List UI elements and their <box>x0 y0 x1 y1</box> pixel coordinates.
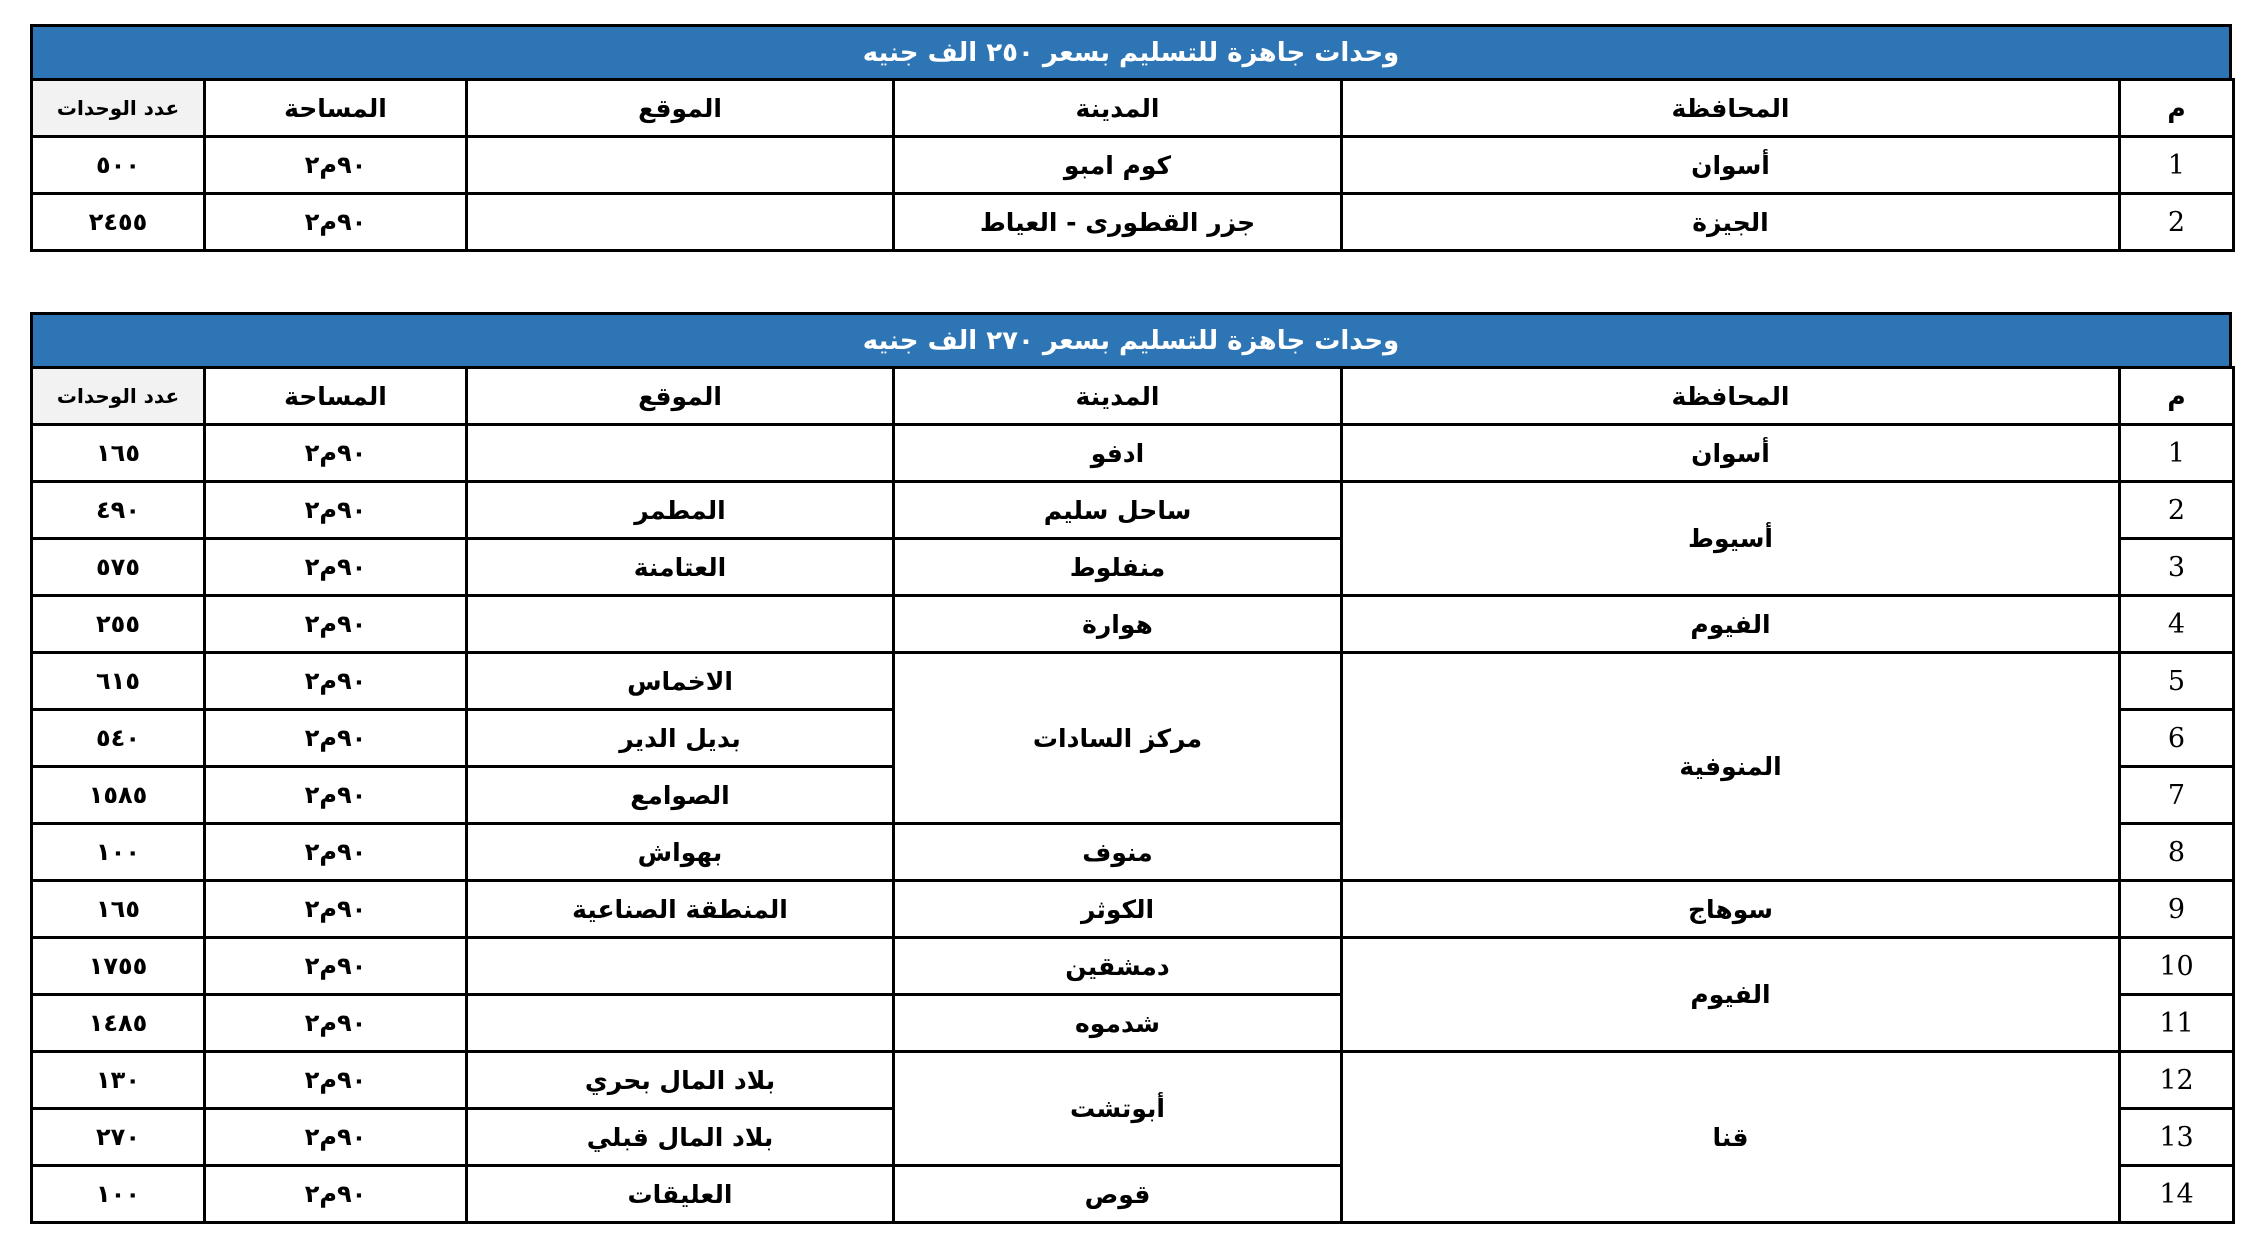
location-cell <box>467 596 894 653</box>
header-governorate: المحافظة <box>1342 80 2120 137</box>
area-cell: ٩٠م٢ <box>205 194 467 251</box>
units-cell: ٥٤٠ <box>32 710 205 767</box>
row-num: 10 <box>2120 938 2234 995</box>
city-cell: قوص <box>894 1166 1342 1223</box>
city-cell: مركز السادات <box>894 653 1342 824</box>
area-cell: ٩٠م٢ <box>205 767 467 824</box>
table-title: وحدات جاهزة للتسليم بسعر ٢٥٠ الف جنيه <box>30 24 2232 78</box>
table-row <box>32 137 2234 194</box>
header-location: الموقع <box>467 368 894 425</box>
units-cell: ١٥٨٥ <box>32 767 205 824</box>
location-cell: بديل الدير <box>467 710 894 767</box>
row-num: 12 <box>2120 1052 2234 1109</box>
location-cell <box>467 938 894 995</box>
header-location: الموقع <box>467 80 894 137</box>
area-cell: ٩٠م٢ <box>205 596 467 653</box>
area-cell: ٩٠م٢ <box>205 482 467 539</box>
location-cell: بلاد المال قبلي <box>467 1109 894 1166</box>
header-city: المدينة <box>894 368 1342 425</box>
units-cell: ٢٧٠ <box>32 1109 205 1166</box>
governorate-cell: أسوان <box>1342 425 2120 482</box>
units-cell: ١٤٨٥ <box>32 995 205 1052</box>
table-row <box>32 1052 2234 1109</box>
row-num: 9 <box>2120 881 2234 938</box>
units-cell: ٤٩٠ <box>32 482 205 539</box>
area-cell: ٩٠م٢ <box>205 1166 467 1223</box>
header-area: المساحة <box>205 80 467 137</box>
row-num: 11 <box>2120 995 2234 1052</box>
area-cell: ٩٠م٢ <box>205 995 467 1052</box>
location-cell: المنطقة الصناعية <box>467 881 894 938</box>
area-cell: ٩٠م٢ <box>205 881 467 938</box>
city-cell: هوارة <box>894 596 1342 653</box>
units-cell: ٦١٥ <box>32 653 205 710</box>
governorate-cell: سوهاج <box>1342 881 2120 938</box>
units-cell: ٢٤٥٥ <box>32 194 205 251</box>
location-cell: بلاد المال بحري <box>467 1052 894 1109</box>
location-cell: العليقات <box>467 1166 894 1223</box>
table-row <box>32 938 2234 995</box>
table-row <box>32 425 2234 482</box>
location-cell: العتامنة <box>467 539 894 596</box>
row-num: 5 <box>2120 653 2234 710</box>
city-cell: جزر القطورى - العياط <box>894 194 1342 251</box>
table-row <box>32 881 2234 938</box>
area-cell: ٩٠م٢ <box>205 710 467 767</box>
units-cell: ١٠٠ <box>32 824 205 881</box>
header-units: عدد الوحدات <box>32 80 205 137</box>
area-cell: ٩٠م٢ <box>205 938 467 995</box>
governorate-cell: الجيزة <box>1342 194 2120 251</box>
city-cell: دمشقين <box>894 938 1342 995</box>
governorate-cell: أسوان <box>1342 137 2120 194</box>
units-cell: ٢٥٥ <box>32 596 205 653</box>
header-area: المساحة <box>205 368 467 425</box>
city-cell: ادفو <box>894 425 1342 482</box>
units-table <box>30 366 2235 1224</box>
city-cell: الكوثر <box>894 881 1342 938</box>
units-cell: ١٣٠ <box>32 1052 205 1109</box>
price-250k-table <box>30 24 2232 252</box>
row-num: 3 <box>2120 539 2234 596</box>
city-cell: منفلوط <box>894 539 1342 596</box>
table-title: وحدات جاهزة للتسليم بسعر ٢٧٠ الف جنيه <box>30 312 2232 366</box>
row-num: 7 <box>2120 767 2234 824</box>
units-cell: ١٠٠ <box>32 1166 205 1223</box>
units-table <box>30 78 2235 252</box>
price-270k-table <box>30 312 2232 1224</box>
table-row <box>32 653 2234 710</box>
location-cell: المطمر <box>467 482 894 539</box>
location-cell: الاخماس <box>467 653 894 710</box>
units-cell: ١٦٥ <box>32 425 205 482</box>
header-num: م <box>2120 368 2234 425</box>
area-cell: ٩٠م٢ <box>205 653 467 710</box>
units-cell: ٥٧٥ <box>32 539 205 596</box>
location-cell <box>467 425 894 482</box>
governorate-cell: الفيوم <box>1342 938 2120 1052</box>
governorate-cell: المنوفية <box>1342 653 2120 881</box>
location-cell <box>467 995 894 1052</box>
row-num: 6 <box>2120 710 2234 767</box>
governorate-cell: أسيوط <box>1342 482 2120 596</box>
row-num: 1 <box>2120 137 2234 194</box>
area-cell: ٩٠م٢ <box>205 824 467 881</box>
location-cell <box>467 194 894 251</box>
city-cell: منوف <box>894 824 1342 881</box>
header-num: م <box>2120 80 2234 137</box>
city-cell: ساحل سليم <box>894 482 1342 539</box>
row-num: 8 <box>2120 824 2234 881</box>
row-num: 14 <box>2120 1166 2234 1223</box>
row-num: 1 <box>2120 425 2234 482</box>
area-cell: ٩٠م٢ <box>205 539 467 596</box>
row-num: 4 <box>2120 596 2234 653</box>
row-num: 2 <box>2120 194 2234 251</box>
location-cell: بهواش <box>467 824 894 881</box>
header-governorate: المحافظة <box>1342 368 2120 425</box>
location-cell <box>467 137 894 194</box>
table-row <box>32 482 2234 539</box>
table-row <box>32 596 2234 653</box>
city-cell: أبوتشت <box>894 1052 1342 1166</box>
header-row <box>32 368 2234 425</box>
header-row <box>32 80 2234 137</box>
location-cell: الصوامع <box>467 767 894 824</box>
header-units: عدد الوحدات <box>32 368 205 425</box>
city-cell: شدموه <box>894 995 1342 1052</box>
governorate-cell: الفيوم <box>1342 596 2120 653</box>
units-cell: ١٦٥ <box>32 881 205 938</box>
units-cell: ١٧٥٥ <box>32 938 205 995</box>
area-cell: ٩٠م٢ <box>205 425 467 482</box>
area-cell: ٩٠م٢ <box>205 1109 467 1166</box>
city-cell: كوم امبو <box>894 137 1342 194</box>
area-cell: ٩٠م٢ <box>205 137 467 194</box>
row-num: 2 <box>2120 482 2234 539</box>
header-city: المدينة <box>894 80 1342 137</box>
row-num: 13 <box>2120 1109 2234 1166</box>
table-row <box>32 194 2234 251</box>
governorate-cell: قنا <box>1342 1052 2120 1223</box>
area-cell: ٩٠م٢ <box>205 1052 467 1109</box>
units-cell: ٥٠٠ <box>32 137 205 194</box>
